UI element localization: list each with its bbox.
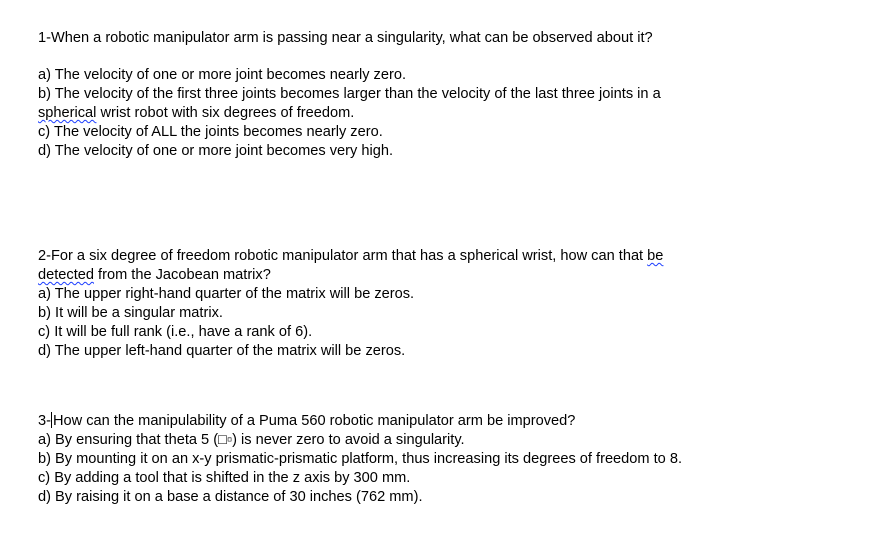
question-3-text-rest: How can the manipulability of a Puma 560 robotic manipulator arm be improved? xyxy=(52,413,576,429)
question-1-option-b-rest: wrist robot with six degrees of freedom. xyxy=(96,105,355,121)
question-2-option-d: d) The upper left-hand quarter of the matrix will be zeros. xyxy=(38,343,406,359)
question-3-option-b: b) By mounting it on an x-y prismatic-prismatic platform, thus increasing its degrees of freedom to 8. xyxy=(38,451,683,467)
grammar-flag-be[interactable]: be xyxy=(647,248,664,264)
grammar-flag-detected[interactable]: detected xyxy=(38,267,94,283)
question-1-option-d: d) The velocity of one or more joint becomes very high. xyxy=(38,143,394,159)
question-3-prefix: 3- xyxy=(38,413,51,429)
question-1-option-c: c) The velocity of ALL the joints becomes nearly zero. xyxy=(38,124,383,140)
question-1-option-b: b) The velocity of the first three joints becomes larger than the velocity of the last three joints in a xyxy=(38,86,661,102)
question-2-option-c: c) It will be full rank (i.e., have a rank of 6). xyxy=(38,324,313,340)
question-2-option-a: a) The upper right-hand quarter of the matrix will be zeros. xyxy=(38,286,415,302)
question-3-option-c: c) By adding a tool that is shifted in the z axis by 300 mm. xyxy=(38,470,411,486)
question-2-text xyxy=(38,247,663,266)
text-cursor[interactable] xyxy=(51,412,52,428)
question-3-text xyxy=(38,412,575,431)
question-2-text-rest: from the Jacobean matrix? xyxy=(94,267,271,283)
question-3-option-a: a) By ensuring that theta 5 (□▫) is never zero to avoid a singularity. xyxy=(38,432,465,448)
question-2-option-b: b) It will be a singular matrix. xyxy=(38,305,223,321)
spelling-flag-spherical[interactable]: spherical xyxy=(38,105,97,121)
question-2-text-continued xyxy=(38,266,271,285)
question-1-option-a: a) The velocity of one or more joint becomes nearly zero. xyxy=(38,67,406,83)
question-1-option-b-continued xyxy=(38,104,354,123)
question-1-text: 1-When a robotic manipulator arm is passing near a singularity, what can be observed about it? xyxy=(38,30,653,46)
question-2-text-start: 2-For a six degree of freedom robotic manipulator arm that has a spherical wrist, how can that xyxy=(38,248,648,264)
question-3-option-d: d) By raising it on a base a distance of 30 inches (762 mm). xyxy=(38,489,423,505)
